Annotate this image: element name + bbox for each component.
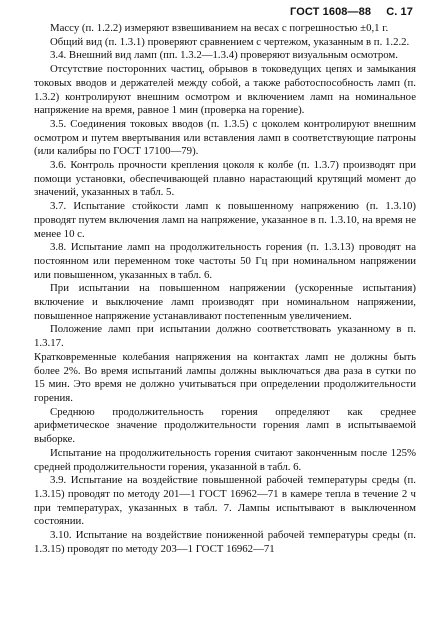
paragraph-3-9: 3.9. Испытание на воздействие повышенной рабочей температуры среды (п. 1.3.15) проводят по методу 201—1 ГОСТ 16962—71 в камере тепла в течение 2 ч при температурах, указанных в табл. 7. Лампы испытывают в выключенном состоянии. <box>34 474 416 528</box>
document-body <box>34 22 416 556</box>
paragraph-general-view: Общий вид (п. 1.3.1) проверяют сравнением с чертежом, указанным в п. 1.2.2. <box>50 35 410 48</box>
page-header <box>278 6 413 18</box>
paragraph-3-8: 3.8. Испытание ламп на продолжительность горения (п. 1.3.13) проводят на постоянном или переменном токе частоты 50 Гц при номинальном напряжении или повышенном, указанных в табл. 6. <box>34 241 416 281</box>
paragraph-voltage-fluctuations: Кратковременные колебания напряжения на контактах ламп не должны быть более 2%. Во время испытаний лампы должны выключаться два раза в сутки по 15 мин. Это время не должно учитываться при определении продолжительности горения. <box>34 350 416 404</box>
paragraph-foreign-particles: Отсутствие посторонних частиц, обрывов в токоведущих цепях и замыкания токовых вводов и держателей между собой, а также работоспособность ламп (п. 1.3.2) контролируют внешним осмотром и включением ламп на номинальное напряжение на время, равное 1 мин (проверка на горение). <box>34 63 416 117</box>
paragraph-mass: Массу (п. 1.2.2) измеряют взвешиванием на весах с погрешностью ±0,1 г. <box>50 22 389 34</box>
paragraph-test-completion: Испытание на продолжительность горения считают законченным после 125% средней продолжительности горения, указанной в табл. 6. <box>34 446 416 473</box>
paragraph-average-life: Среднюю продолжительность горения определяют как среднее арифметическое значение продолжительности горения ламп в испытываемой выборке. <box>34 405 416 446</box>
paragraph-accelerated-test: При испытании на повышенном напряжении (ускоренные испытания) включение и выключение ламп производят при номинальном напряжении, повышенное напряжение устанавливают постепенным увеличением. <box>34 282 416 322</box>
paragraph-3-10: 3.10. Испытание на воздействие пониженной рабочей температуры среды (п. 1.3.15) проводят по методу 203—1 ГОСТ 16962—71 <box>34 529 416 555</box>
paragraph-3-6: 3.6. Контроль прочности крепления цоколя к колбе (п. 1.3.7) производят при помощи установки, обеспечивающей плавно нарастающий крутящий момент до значений, указанных в табл. 5. <box>34 159 416 199</box>
page-number: С. 17 <box>386 6 413 18</box>
paragraph-lamp-position: Положение ламп при испытании должно соответствовать указанному в п. 1.3.17. <box>34 323 416 350</box>
paragraph-3-5: 3.5. Соединения токовых вводов (п. 1.3.5) с цоколем контролируют внешним осмотром и путем ввертывания или вставления ламп в соответствующие патроны (или калибры по ГОСТ 17100—79). <box>34 117 416 158</box>
gost-number: ГОСТ 1608—88 <box>290 6 372 18</box>
paragraph-3-4: 3.4. Внешний вид ламп (пп. 1.3.2—1.3.4) проверяют визуальным осмотром. <box>50 49 398 62</box>
paragraph-3-7: 3.7. Испытание стойкости ламп к повышенному напряжению (п. 1.3.10) проводят путем включения ламп на напряжение, указанное в п. 1.3.10, на время не менее 10 с. <box>34 200 416 240</box>
